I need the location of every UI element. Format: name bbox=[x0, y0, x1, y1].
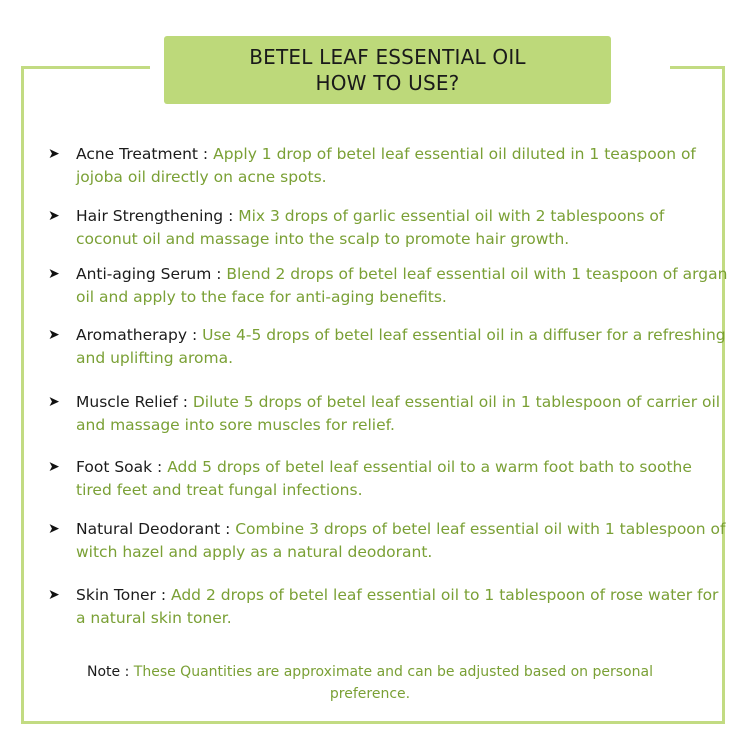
list-item-skin-toner bbox=[48, 584, 728, 630]
note bbox=[60, 661, 680, 705]
list-item-muscle-relief bbox=[48, 391, 728, 437]
item-label: Hair Strengthening : bbox=[76, 207, 234, 225]
arrow-bullet-icon: ➤ bbox=[48, 394, 60, 410]
list-item-aromatherapy bbox=[48, 324, 728, 370]
item-label: Anti-aging Serum : bbox=[76, 265, 222, 283]
item-description: Mix 3 drops of garlic essential oil with 2 tablespoons of coconut oil and massage into the scalp to promote hair growth. bbox=[76, 207, 665, 248]
title-line-2: HOW TO USE? bbox=[315, 71, 460, 95]
arrow-bullet-icon: ➤ bbox=[48, 266, 60, 282]
item-label: Aromatherapy : bbox=[76, 326, 198, 344]
title-line-1: BETEL LEAF ESSENTIAL OIL bbox=[249, 45, 526, 69]
item-description: Combine 3 drops of betel leaf essential oil with 1 tablespoon of witch hazel and apply as a natural deodorant. bbox=[76, 520, 726, 561]
item-description: Add 2 drops of betel leaf essential oil to 1 tablespoon of rose water for a natural skin toner. bbox=[76, 586, 719, 627]
arrow-bullet-icon: ➤ bbox=[48, 459, 60, 475]
arrow-bullet-icon: ➤ bbox=[48, 327, 60, 343]
note-label: Note : bbox=[87, 664, 130, 680]
item-description: Dilute 5 drops of betel leaf essential oil in 1 tablespoon of carrier oil and massage into sore muscles for relief. bbox=[76, 393, 721, 434]
item-label: Acne Treatment : bbox=[76, 145, 209, 163]
list-item-hair-strengthening bbox=[48, 205, 728, 251]
item-description: Apply 1 drop of betel leaf essential oil diluted in 1 teaspoon of jojoba oil directly on acne spots. bbox=[76, 145, 696, 186]
arrow-bullet-icon: ➤ bbox=[48, 521, 60, 537]
item-label: Muscle Relief : bbox=[76, 393, 188, 411]
title-banner bbox=[164, 36, 611, 104]
item-label: Natural Deodorant : bbox=[76, 520, 231, 538]
item-description: Add 5 drops of betel leaf essential oil to a warm foot bath to soothe tired feet and treat fungal infections. bbox=[76, 458, 692, 499]
item-description: Use 4-5 drops of betel leaf essential oil in a diffuser for a refreshing and uplifting aroma. bbox=[76, 326, 726, 367]
list-item-anti-aging-serum bbox=[48, 263, 728, 309]
note-text: These Quantities are approximate and can be adjusted based on personal preference. bbox=[133, 664, 653, 702]
list-item-foot-soak bbox=[48, 456, 728, 502]
list-item-acne-treatment bbox=[48, 143, 728, 189]
list-item-natural-deodorant bbox=[48, 518, 728, 564]
item-description: Blend 2 drops of betel leaf essential oil with 1 teaspoon of argan oil and apply to the face for anti-aging benefits. bbox=[76, 265, 728, 306]
item-label: Foot Soak : bbox=[76, 458, 163, 476]
arrow-bullet-icon: ➤ bbox=[48, 587, 60, 603]
item-label: Skin Toner : bbox=[76, 586, 167, 604]
arrow-bullet-icon: ➤ bbox=[48, 146, 60, 162]
arrow-bullet-icon: ➤ bbox=[48, 208, 60, 224]
